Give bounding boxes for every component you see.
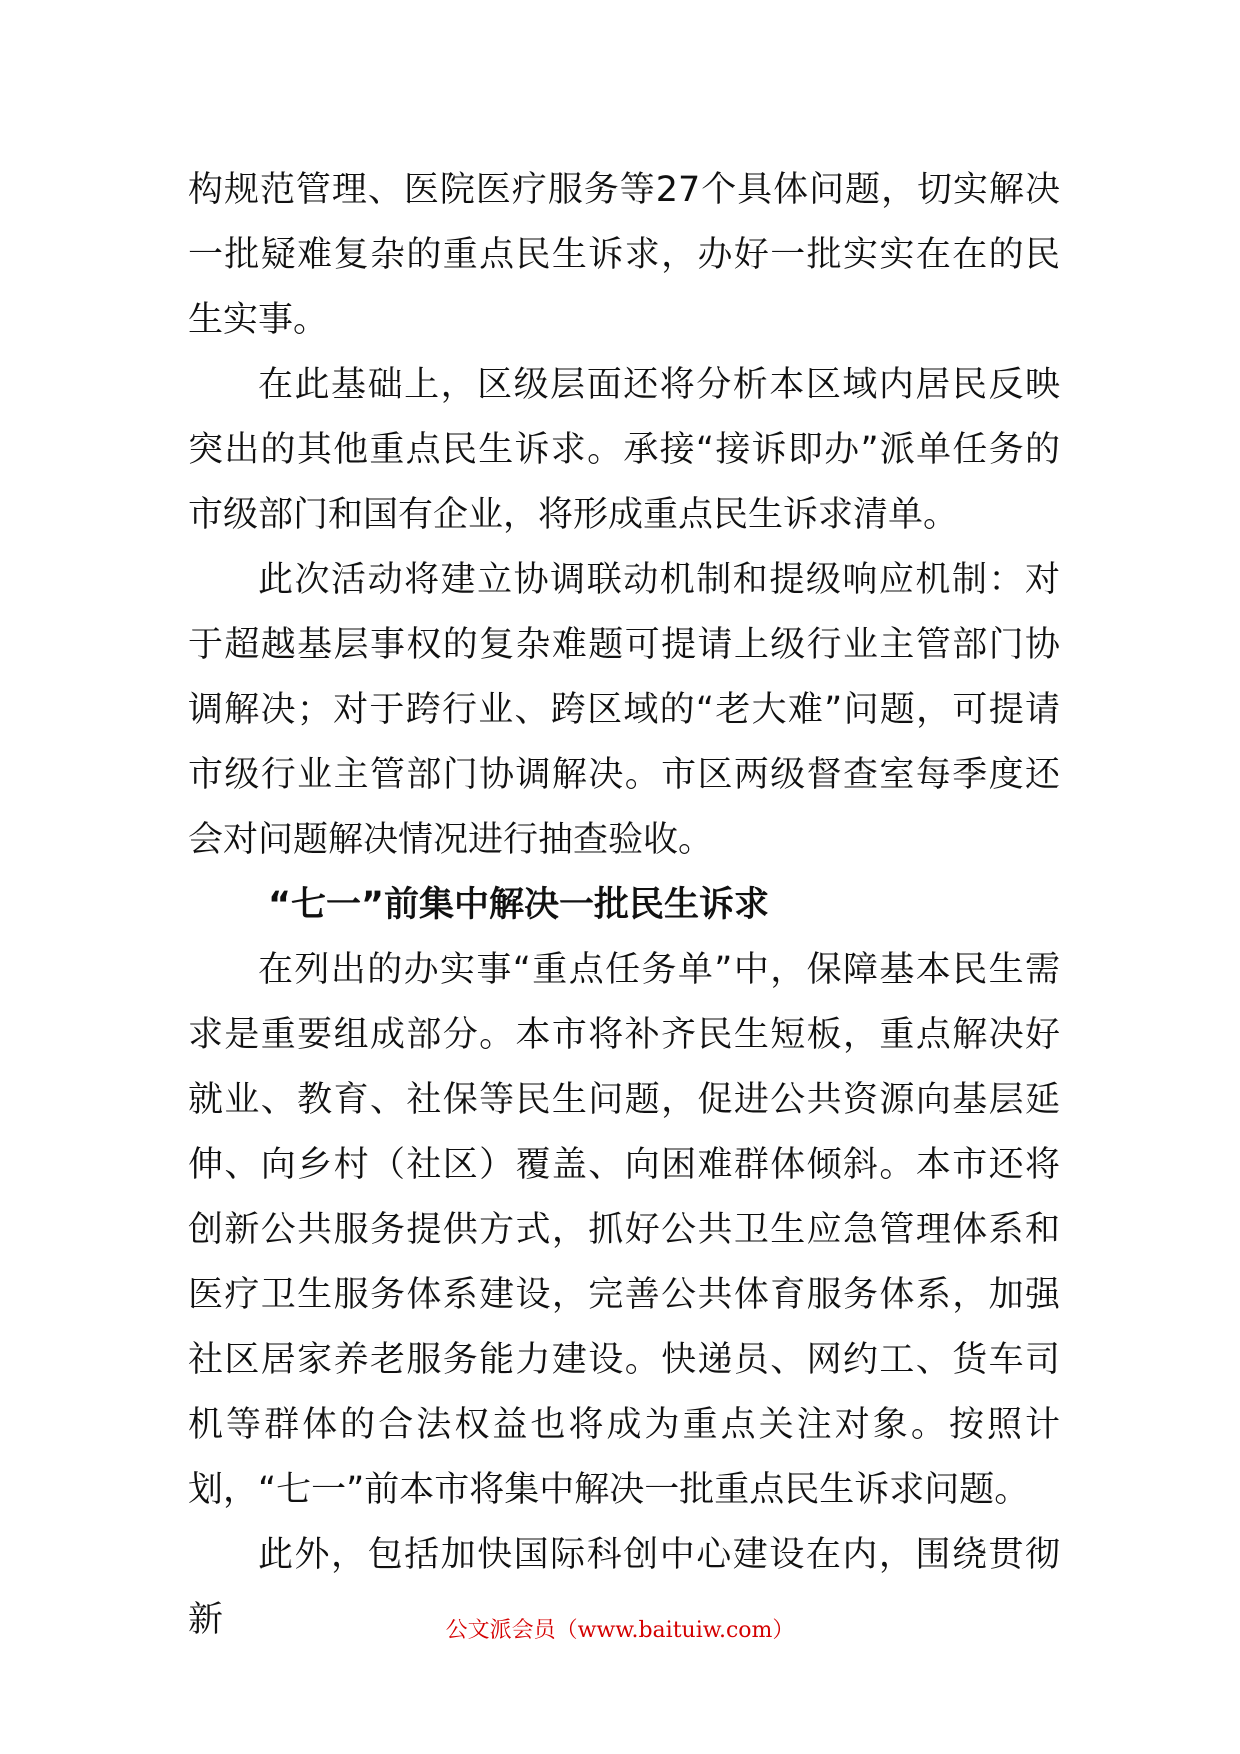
section-heading: “七一”前集中解决一批民生诉求 [268,885,770,925]
paragraph: 此外，包括加快国际科创中心建设在内，围绕贯彻新 [188,1535,1060,1640]
paragraph: 此次活动将建立协调联动机制和提级响应机制：对于超越基层事权的复杂难题可提请上级行业主管部门协调解决；对于跨行业、跨区域的“老大难”问题，可提请市级行业主管部门协调解决。市区两级督查室每季度还会对问题解决情况进行抽查验收。 [188,560,1060,860]
paragraph: 在此基础上，区级层面还将分析本区域内居民反映突出的其他重点民生诉求。承接“接诉即办”派单任务的市级部门和国有企业，将形成重点民生诉求清单。 [188,365,1060,535]
footer-watermark: 公文派会员（www.baituiw.com） [445,1618,795,1643]
document-body [188,158,1060,1653]
paragraph: 在列出的办实事“重点任务单”中，保障基本民生需求是重要组成部分。本市将补齐民生短板，重点解决好就业、教育、社保等民生问题，促进公共资源向基层延伸、向乡村（社区）覆盖、向困难群体倾斜。本市还将创新公共服务提供方式，抓好公共卫生应急管理体系和医疗卫生服务体系建设，完善公共体育服务体系，加强社区居家养老服务能力建设。快递员、网约工、货车司机等群体的合法权益也将成为重点关注对象。按照计划，“七一”前本市将集中解决一批重点民生诉求问题。 [188,950,1060,1510]
paragraph-continued: 构规范管理、医院医疗服务等27个具体问题，切实解决一批疑难复杂的重点民生诉求，办好一批实实在在的民生实事。 [188,170,1060,340]
